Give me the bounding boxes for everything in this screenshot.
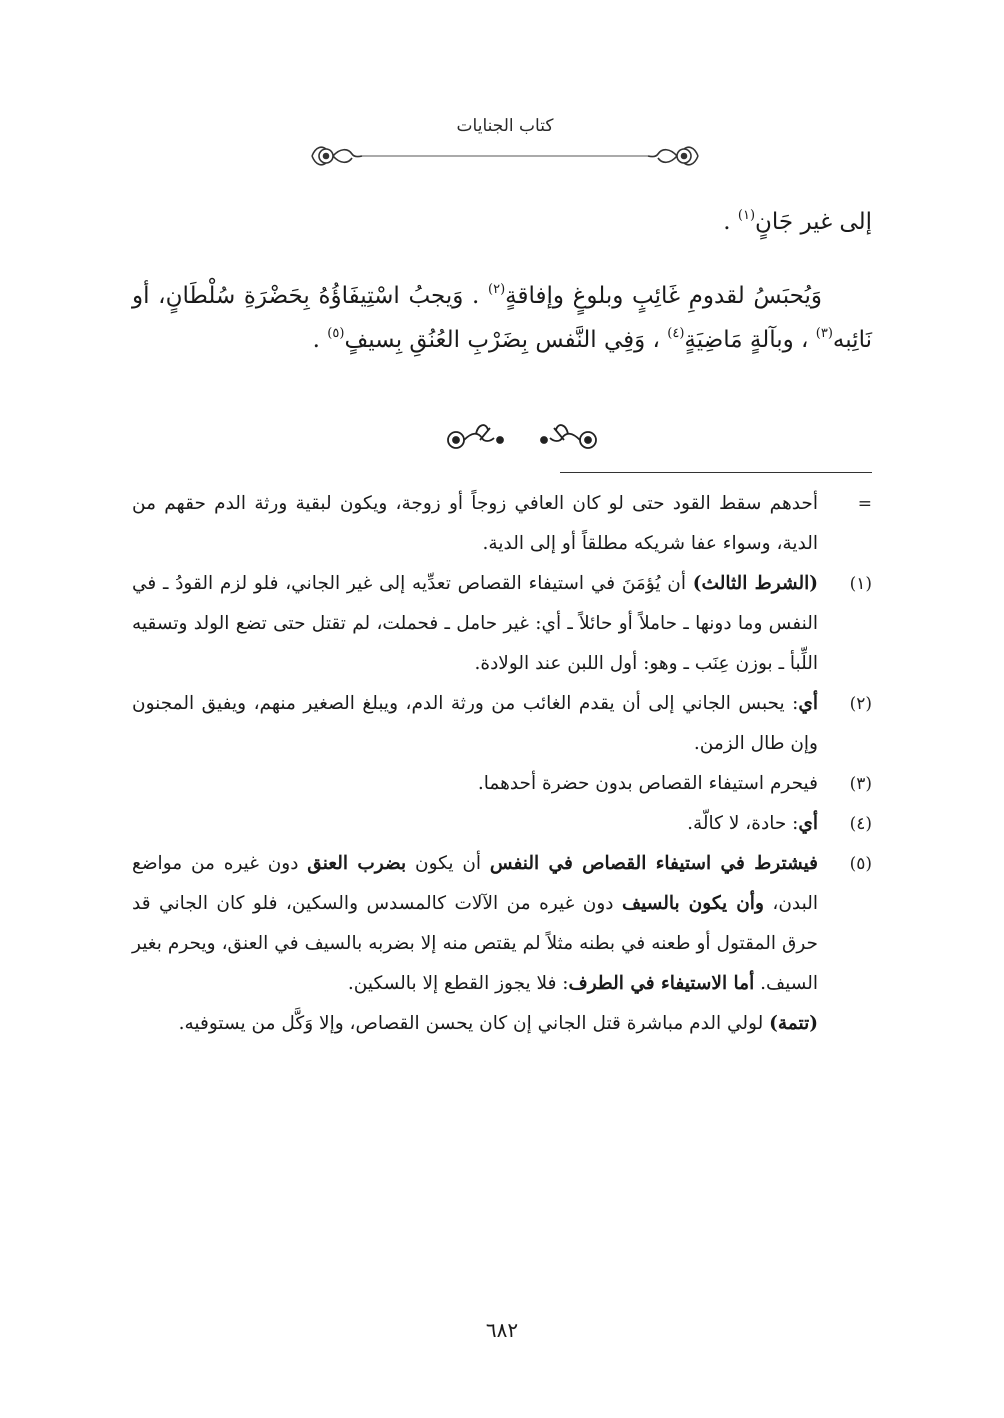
footnote-span: أن يُؤمَنَ في استيفاء القصاص تعدِّيه إلى غير الجاني، فلو لزم القودُ ـ في النفس وما دونها ـ حاملاً أو حائلاً ـ أي: غير حامل ـ فحملت، لم تقتل حتى تضع الولد وتسقيه اللِّبأ ـ بوزن عِنَب ـ وهو: أول اللبن عند الولادة. — [132, 573, 818, 674]
footnote-marker: (٥) — [327, 326, 345, 341]
footnote-span: لولي الدم مباشرة قتل الجاني إن كان يحسن القصاص، وإلا وَكَّل من يستوفيه. — [178, 1013, 770, 1034]
footnote-span: : حادة، لا كالّة. — [687, 813, 799, 834]
footnote-bold-text: أي — [798, 813, 818, 834]
footnotes — [132, 484, 872, 1044]
footnote-span: أن يكون — [406, 853, 490, 874]
section-divider-ornament — [442, 418, 602, 458]
footnote-text — [132, 844, 818, 1004]
footnote-number: (٣) — [849, 774, 872, 794]
page-number: ٦٨٢ — [485, 1318, 519, 1342]
footnote-bold-text: أما الاستيفاء في الطرف — [568, 973, 755, 994]
footnote-bold-text: (تتمة) — [769, 1013, 818, 1034]
main-paragraph-1 — [132, 200, 872, 244]
footnote-span: : يحبس الجاني إلى أن يقدم الغائب من ورثة الدم، ويبلغ الصغير منهم، ويفيق المجنون وإن طال الزمن. — [132, 693, 818, 754]
footnote-text: فيحرم استيفاء القصاص بدون حضرة أحدهما. — [477, 773, 818, 794]
footnote-bold-text: وأن يكون بالسيف — [621, 893, 764, 914]
running-header — [300, 110, 710, 166]
footnote-continuation — [132, 484, 872, 564]
footnote-marker: (٢) — [488, 282, 506, 297]
main-text-span: . — [312, 327, 328, 353]
main-text-span: . — [723, 209, 738, 235]
footnote-3 — [132, 764, 872, 804]
main-text-span: إلى غير جَانٍ — [755, 209, 872, 235]
footnote-1 — [132, 564, 872, 684]
footnote-number: (٢) — [849, 694, 872, 714]
main-text-continuation — [132, 200, 872, 244]
footnote-bold-text: بضرب العنق — [307, 853, 407, 874]
footnote-text: أحدهم سقط القود حتى لو كان العافي زوجاً أو زوجة، ويكون لبقية ورثة الدم حقهم من الدية، وسواء عفا شريكه مطلقاً أو إلى الدية. — [132, 493, 818, 554]
main-paragraph-2 — [132, 274, 872, 362]
header-ornament-rule — [300, 144, 710, 168]
header-title: كتاب الجنايات — [456, 116, 554, 136]
continuation-marker: = — [857, 494, 872, 514]
footnote-separator — [560, 472, 872, 473]
tatimma-text — [132, 1004, 818, 1044]
main-text-block — [132, 274, 872, 362]
footnote-text — [132, 564, 818, 684]
footnote-number: (١) — [849, 574, 872, 594]
footnote-text — [132, 684, 818, 764]
footnote-text — [132, 804, 818, 844]
footnote-number: (٥) — [849, 854, 872, 874]
footnote-marker: (٣) — [815, 326, 833, 341]
main-text-span: ، وبآلةٍ مَاضِيَةٍ — [684, 327, 816, 353]
footnote-2 — [132, 684, 872, 764]
footnote-bold-text: أي — [798, 693, 818, 714]
main-text-span: ، وَفِي النَّفس بِضَرْبِ العُنُقِ بِسيفٍ — [344, 327, 668, 353]
footnote-4 — [132, 804, 872, 844]
footnote-span: دون غيره من الآلات كالمسدس والسكين، فلو كان الجاني قد حرق المقتول أو طعنه في بطنه مثلاً لم يقتص منه إلا بضربه بالسيف في العنق، ويحرم بغير السيف. — [132, 893, 818, 994]
footnote-5 — [132, 844, 872, 1044]
footnote-bold-text: فيشترط في استيفاء القصاص في النفس — [489, 853, 819, 874]
footnote-marker: (١) — [737, 208, 756, 223]
main-text-span: وَيُحبَسُ لقدومِ غَائِبٍ وبلوغٍ وإفاقةٍ — [505, 283, 822, 309]
main-text-span: . وَيجبُ اسْتِيفَاؤُهُ بِحَضْرَةِ سُلْطَانٍ، أو نَائِبه — [132, 283, 872, 353]
footnote-number: (٤) — [849, 814, 872, 834]
footnote-bold-text: (الشرط الثالث) — [692, 573, 818, 594]
footnote-span: : فلا يجوز القطع إلا بالسكين. — [347, 973, 569, 994]
footnote-span: دون غيره من مواضع البدن، — [132, 853, 818, 914]
footnote-marker: (٤) — [667, 326, 685, 341]
